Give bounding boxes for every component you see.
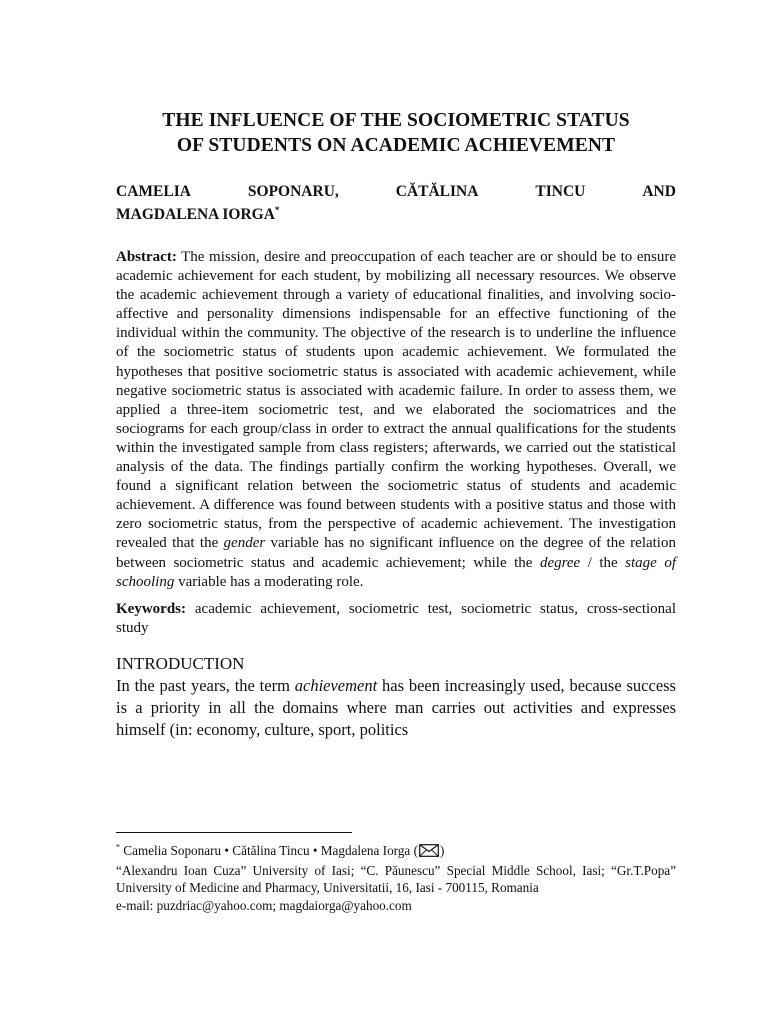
footnote-marker: *: [116, 842, 120, 852]
abstract: [116, 248, 676, 592]
footnote-email: e-mail: puzdriac@yahoo.com; magdaiorga@yahoo.com: [116, 897, 412, 913]
author-word: CAMELIA: [116, 183, 191, 200]
intro-italic-term: achievement: [294, 675, 378, 695]
abstract-italic-term: gender: [223, 535, 266, 552]
abstract-label: Abstract:: [116, 249, 177, 265]
author-word: AND: [642, 183, 676, 200]
author-list: [116, 180, 676, 226]
author-footnote-marker: *: [274, 204, 280, 215]
author-word: TINCU: [535, 183, 586, 200]
envelope-icon: [419, 844, 439, 862]
author-name: MAGDALENA IORGA: [116, 206, 275, 223]
abstract-italic-term: stage of schooling: [116, 554, 676, 590]
keywords-label: Keywords:: [116, 600, 186, 617]
author-line-1: [116, 180, 676, 203]
abstract-text: The mission, desire and preoccupation of each teacher are or should be to ensure academic achievement for each student, by mobilizing all necessary resources. We observe the academic achievement through a variety of educational finalities, and involving socio-affective and personality dimensions indispensable for an effective functioning of the individual within the community. The objective of the research is to underline the influence of the sociometric status of students upon academic achievement. We formulated the hypotheses that positive sociometric status is associated with academic achievement, while negative sociometric status is associated with academic failure. In order to assess them, we applied a three-item sociometric test, and we elaborated the sociomatrices and the sociograms for each group/class in order to extract the annual qualifications for the students within the investigated sample from class registers; afterwards, we carried out the statistical analysis of the data. The findings partially confirm the working hypotheses. Overall, we found a significant relation between the sociometric status of students and academic achievement. A difference was found between students with a positive status and those with zero sociometric status, from the perspective of academic achievement. The investigation revealed that the: [116, 249, 676, 552]
intro-text: In the past years, the term: [116, 675, 295, 695]
introduction-paragraph: [116, 675, 676, 741]
intro-text: has been increasingly used, because success is a priority in all the domains where man carries out activities and expresses himself (in: economy, culture, sport, politics: [116, 675, 676, 739]
title-line-2: OF STUDENTS ON ACADEMIC ACHIEVEMENT: [176, 135, 616, 156]
abstract-text: variable has a moderating role.: [174, 573, 364, 590]
footnote-affiliation: “Alexandru Ioan Cuza” University of Iasi; “C. Păunescu” Special Middle School, Iasi; “Gr.T.Popa” University of Medicine and Pharmacy, Universitatii, 16, Iasi - 700115, Romania: [116, 862, 676, 895]
author-word: SOPONARU,: [247, 183, 339, 200]
author-line-2: [116, 203, 676, 226]
footnote: [116, 842, 676, 914]
title-line-1: THE INFLUENCE OF THE SOCIOMETRIC STATUS: [162, 110, 630, 131]
paper-page: [116, 108, 676, 741]
abstract-italic-term: degree: [539, 554, 581, 571]
keywords-text: academic achievement, sociometric test, sociometric status, cross-sectional study: [116, 600, 676, 636]
footnote-authors-close: ): [439, 843, 445, 858]
keywords: [116, 600, 676, 638]
abstract-text: variable has no significant influence on the degree of the relation between sociometric status and academic achievement; while the: [116, 535, 676, 571]
footnote-divider: [116, 832, 352, 833]
paper-title: [116, 108, 676, 158]
abstract-text: / the: [580, 554, 626, 571]
author-word: CĂTĂLINA: [395, 183, 479, 200]
section-heading-introduction: INTRODUCTION: [116, 653, 245, 673]
footnote-authors-line: [116, 842, 676, 862]
footnote-authors: Camelia Soponaru • Cătălina Tincu • Magdalena Iorga (: [120, 843, 418, 858]
